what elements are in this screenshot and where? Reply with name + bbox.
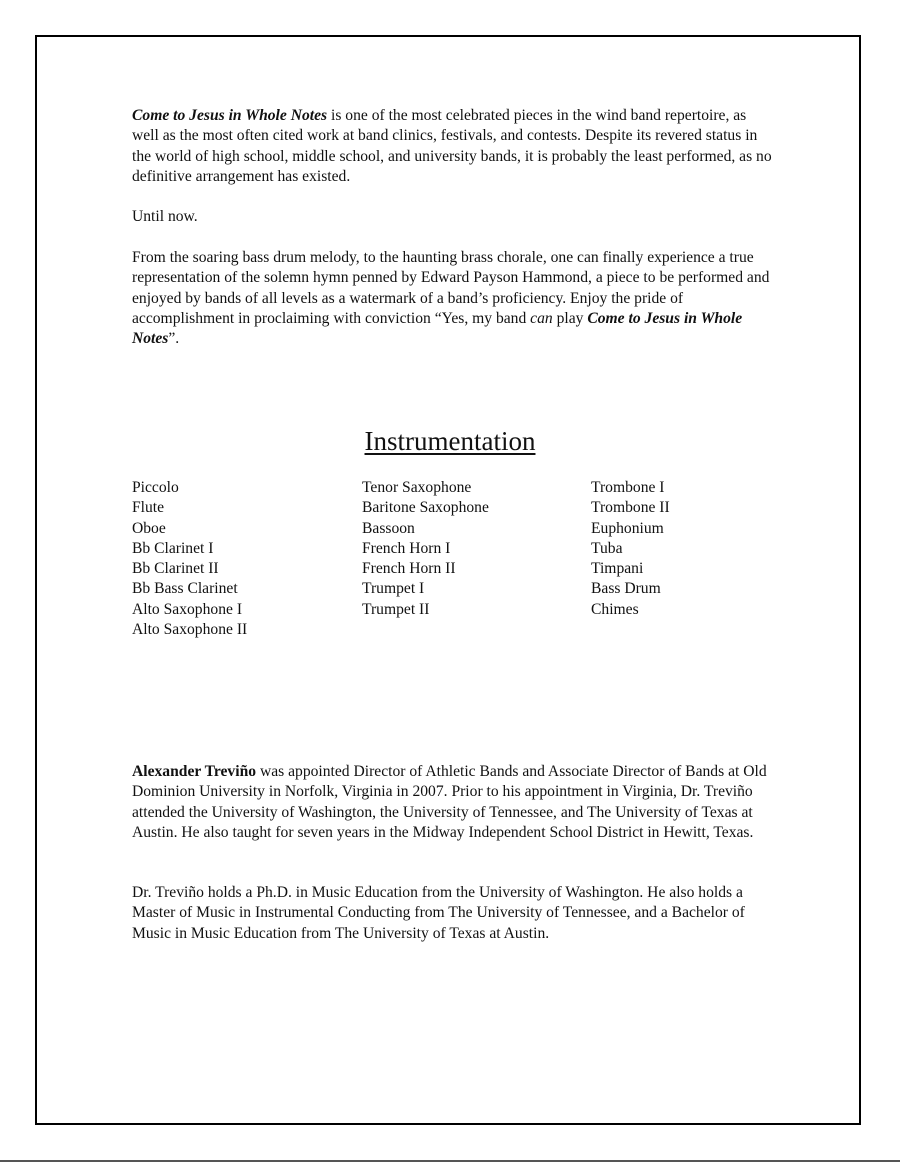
instrument-item: Trombone II [591,499,670,517]
instrument-item: Trombone I [591,479,665,496]
instrument-item: Bb Clarinet II [132,560,219,578]
instrument-item: Chimes [591,600,639,618]
instrument-item: Alto Saxophone I [132,600,243,618]
intro-paragraph-3 [132,248,772,349]
instrument-item: French Horn I [362,539,451,557]
intro-paragraph-3-text: From the soaring bass drum melody, to the haunting brass chorale, one can finally experience a true representation of the solemn hymn penned by Edward Payson Hammond, a piece to be performed and enjoyed by bands of all levels as a watermark of a band’s proficiency. Enjoy the pride of accomplishment in proclaiming with conviction “Yes, my band [132,249,770,327]
bio-paragraph-2: Dr. Treviño holds a Ph.D. in Music Education from the University of Washington. He also holds a Master of Music in Instrumental Conducting from The University of Tennessee, and a Bachelor of Music in Music Education from The University of Texas at Austin. [132,884,745,942]
emphasis-can: can [530,309,553,327]
instrument-item: Alto Saxophone II [132,621,248,639]
instrument-item: Piccolo [132,479,179,496]
instrumentation-heading [0,424,900,458]
piece-title: Come to Jesus in Whole Notes [132,107,328,124]
instrument-item: Bb Bass Clarinet [132,580,238,598]
instrument-item: Oboe [132,519,166,537]
instrument-item: Trumpet I [362,580,425,598]
bio-paragraph-1 [132,762,772,843]
instrument-item: French Horn II [362,560,456,578]
instrument-item: Bass Drum [591,580,661,598]
instrument-item: Tenor Saxophone [362,479,472,496]
intro-paragraph-3-play: play [552,309,588,327]
instrument-item: Trumpet II [362,600,430,618]
instrument-item: Flute [132,499,165,517]
author-name: Alexander Treviño [132,763,257,780]
piece-title-quote: Come to Jesus in Whole Notes [132,309,743,348]
instrument-item: Tuba [591,539,623,557]
instrument-item: Bassoon [362,519,415,537]
intro-paragraph-3-end: ”. [168,330,180,348]
page-bottom-rule [0,1160,900,1162]
instrumentation-heading-text: Instrumentation [364,426,536,456]
instrument-column-1 [132,478,247,640]
instrument-item: Bb Clarinet I [132,539,214,557]
instrument-column-2 [362,478,489,620]
intro-paragraph-1 [132,106,772,187]
bio-paragraph-1-text: was appointed Director of Athletic Bands and Associate Director of Bands at Old Dominion University in Norfolk, Virginia in 2007. Prior to his appointment in Virginia, Dr. Treviño attended the University of Washington, the University of Tennessee, and The University of Texas at Austin. He also taught for seven years in the Midway Independent School District in Hewitt, Texas. [132,763,767,841]
intro-paragraph-2: Until now. [132,208,198,225]
instrument-item: Euphonium [591,519,664,537]
intro-paragraph-1-text: is one of the most celebrated pieces in the wind band repertoire, as well as the most often cited work at band clinics, festivals, and contests. Despite its revered status in the world of high school, middle school, and university bands, it is probably the least performed, as no definitive arrangement has existed. [132,107,772,185]
instrument-column-3 [591,478,670,620]
instrument-item: Timpani [591,560,644,578]
instrument-item: Baritone Saxophone [362,499,489,517]
